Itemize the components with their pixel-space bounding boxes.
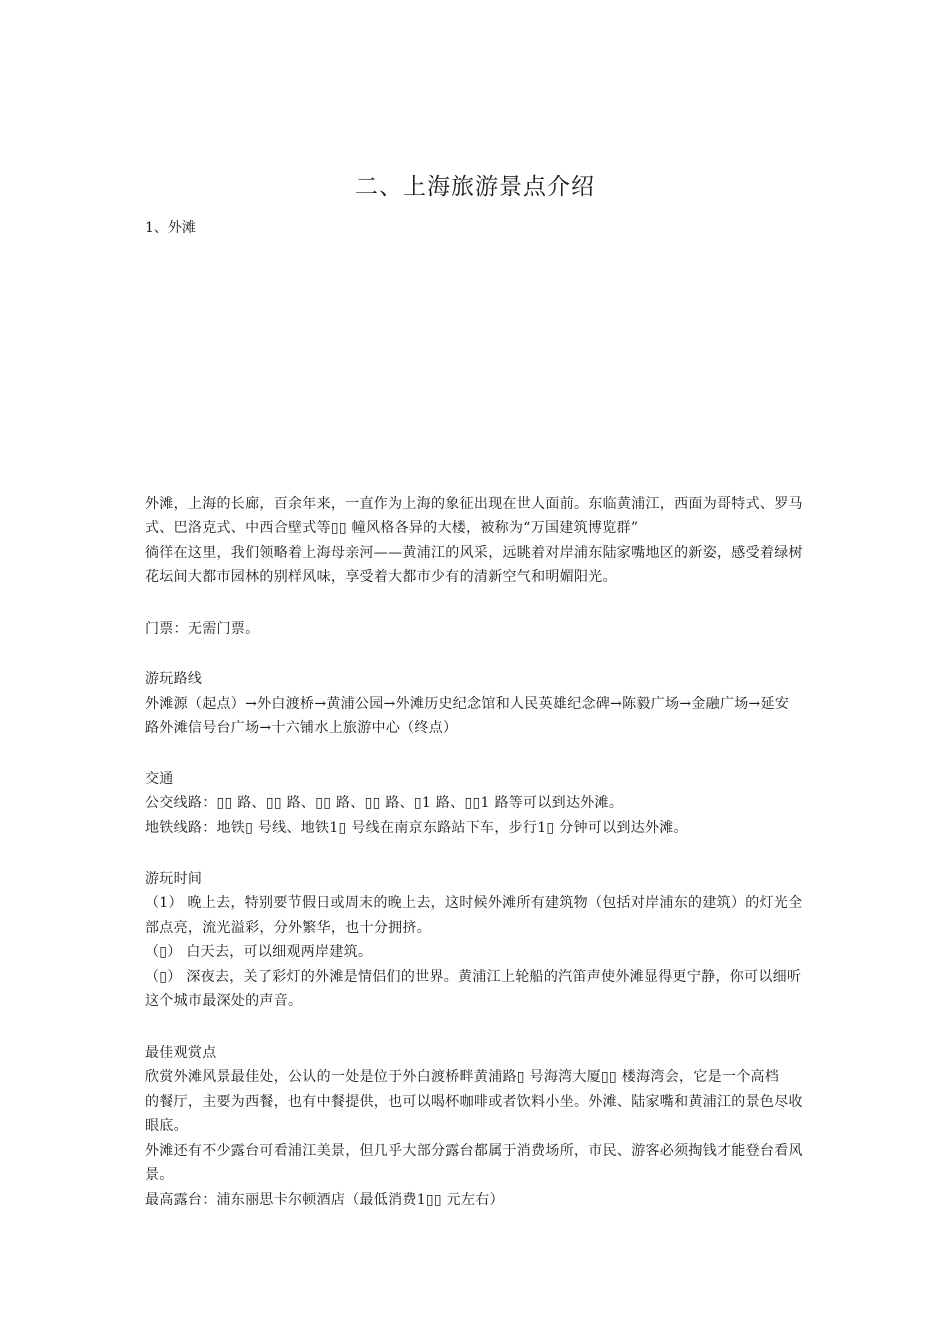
intro-line: 式、巴洛克式、中西合壁式等▯▯ 幢风格各异的大楼，被称为“万国建筑博览群” bbox=[145, 520, 639, 536]
image-placeholder bbox=[145, 250, 805, 480]
time-line: （▯） 深夜去，关了彩灯的外滩是情侣们的世界。黄浦江上轮船的汽笛声使外滩显得更宁静，你可以细听 bbox=[145, 969, 802, 985]
view-line: 景。 bbox=[145, 1167, 174, 1183]
time-line: （▯） 白天去，可以细观两岸建筑。 bbox=[145, 944, 373, 960]
route-line: 路外滩信号台广场→十六铺水上旅游中心（终点） bbox=[145, 720, 458, 736]
view-heading: 最佳观赏点 bbox=[145, 1045, 217, 1061]
time-heading: 游玩时间 bbox=[145, 871, 203, 887]
view-line: 的餐厅，主要为西餐，也有中餐提供，也可以喝杯咖啡或者饮料小坐。外滩、陆家嘴和黄浦江的景色尽收 bbox=[145, 1094, 803, 1110]
time-line: 部点亮，流光溢彩，分外繁华，也十分拥挤。 bbox=[145, 920, 431, 936]
metro-info: 地铁线路：地铁▯ 号线、地铁1▯ 号线在南京东路站下车，步行1▯ 分钟可以到达外滩。 bbox=[145, 820, 688, 836]
view-line: 眼底。 bbox=[145, 1118, 188, 1134]
ticket-info: 门票：无需门票。 bbox=[145, 621, 260, 637]
intro-line: 花坛间大都市园林的别样风味，享受着大都市少有的清新空气和明媚阳光。 bbox=[145, 569, 617, 585]
route-line: 外滩源（起点）→外白渡桥→黄浦公园→外滩历史纪念馆和人民英雄纪念碑→陈毅广场→金融广场→延安 bbox=[145, 696, 790, 712]
view-line: 欣赏外滩风景最佳处，公认的一处是位于外白渡桥畔黄浦路▯ 号海湾大厦▯▯ 楼海湾会，它是一个高档 bbox=[145, 1069, 780, 1085]
bus-info: 公交线路：▯▯ 路、▯▯ 路、▯▯ 路、▯▯ 路、▯1 路、▯▯1 路等可以到达外滩。 bbox=[145, 795, 624, 811]
intro-line: 徜徉在这里，我们领略着上海母亲河——黄浦江的风采，远眺着对岸浦东陆家嘴地区的新姿，感受着绿树 bbox=[145, 545, 803, 561]
view-line: 最高露台：浦东丽思卡尔顿酒店（最低消费1▯▯ 元左右） bbox=[145, 1192, 504, 1208]
route-heading: 游玩路线 bbox=[145, 671, 203, 687]
intro-line: 外滩，上海的长廊，百余年来，一直作为上海的象征出现在世人面前。东临黄浦江，西面为哥特式、罗马 bbox=[145, 496, 803, 512]
transport-heading: 交通 bbox=[145, 771, 174, 787]
page-title: 二、上海旅游景点介绍 bbox=[355, 174, 595, 200]
section-heading: 1、外滩 bbox=[145, 220, 196, 236]
time-line: （1） 晚上去，特别要节假日或周末的晚上去，这时候外滩所有建筑物（包括对岸浦东的建筑）的灯光全 bbox=[145, 895, 803, 911]
time-line: 这个城市最深处的声音。 bbox=[145, 993, 303, 1009]
view-line: 外滩还有不少露台可看浦江美景，但几乎大部分露台都属于消费场所，市民、游客必须掏钱才能登台看风 bbox=[145, 1143, 803, 1159]
